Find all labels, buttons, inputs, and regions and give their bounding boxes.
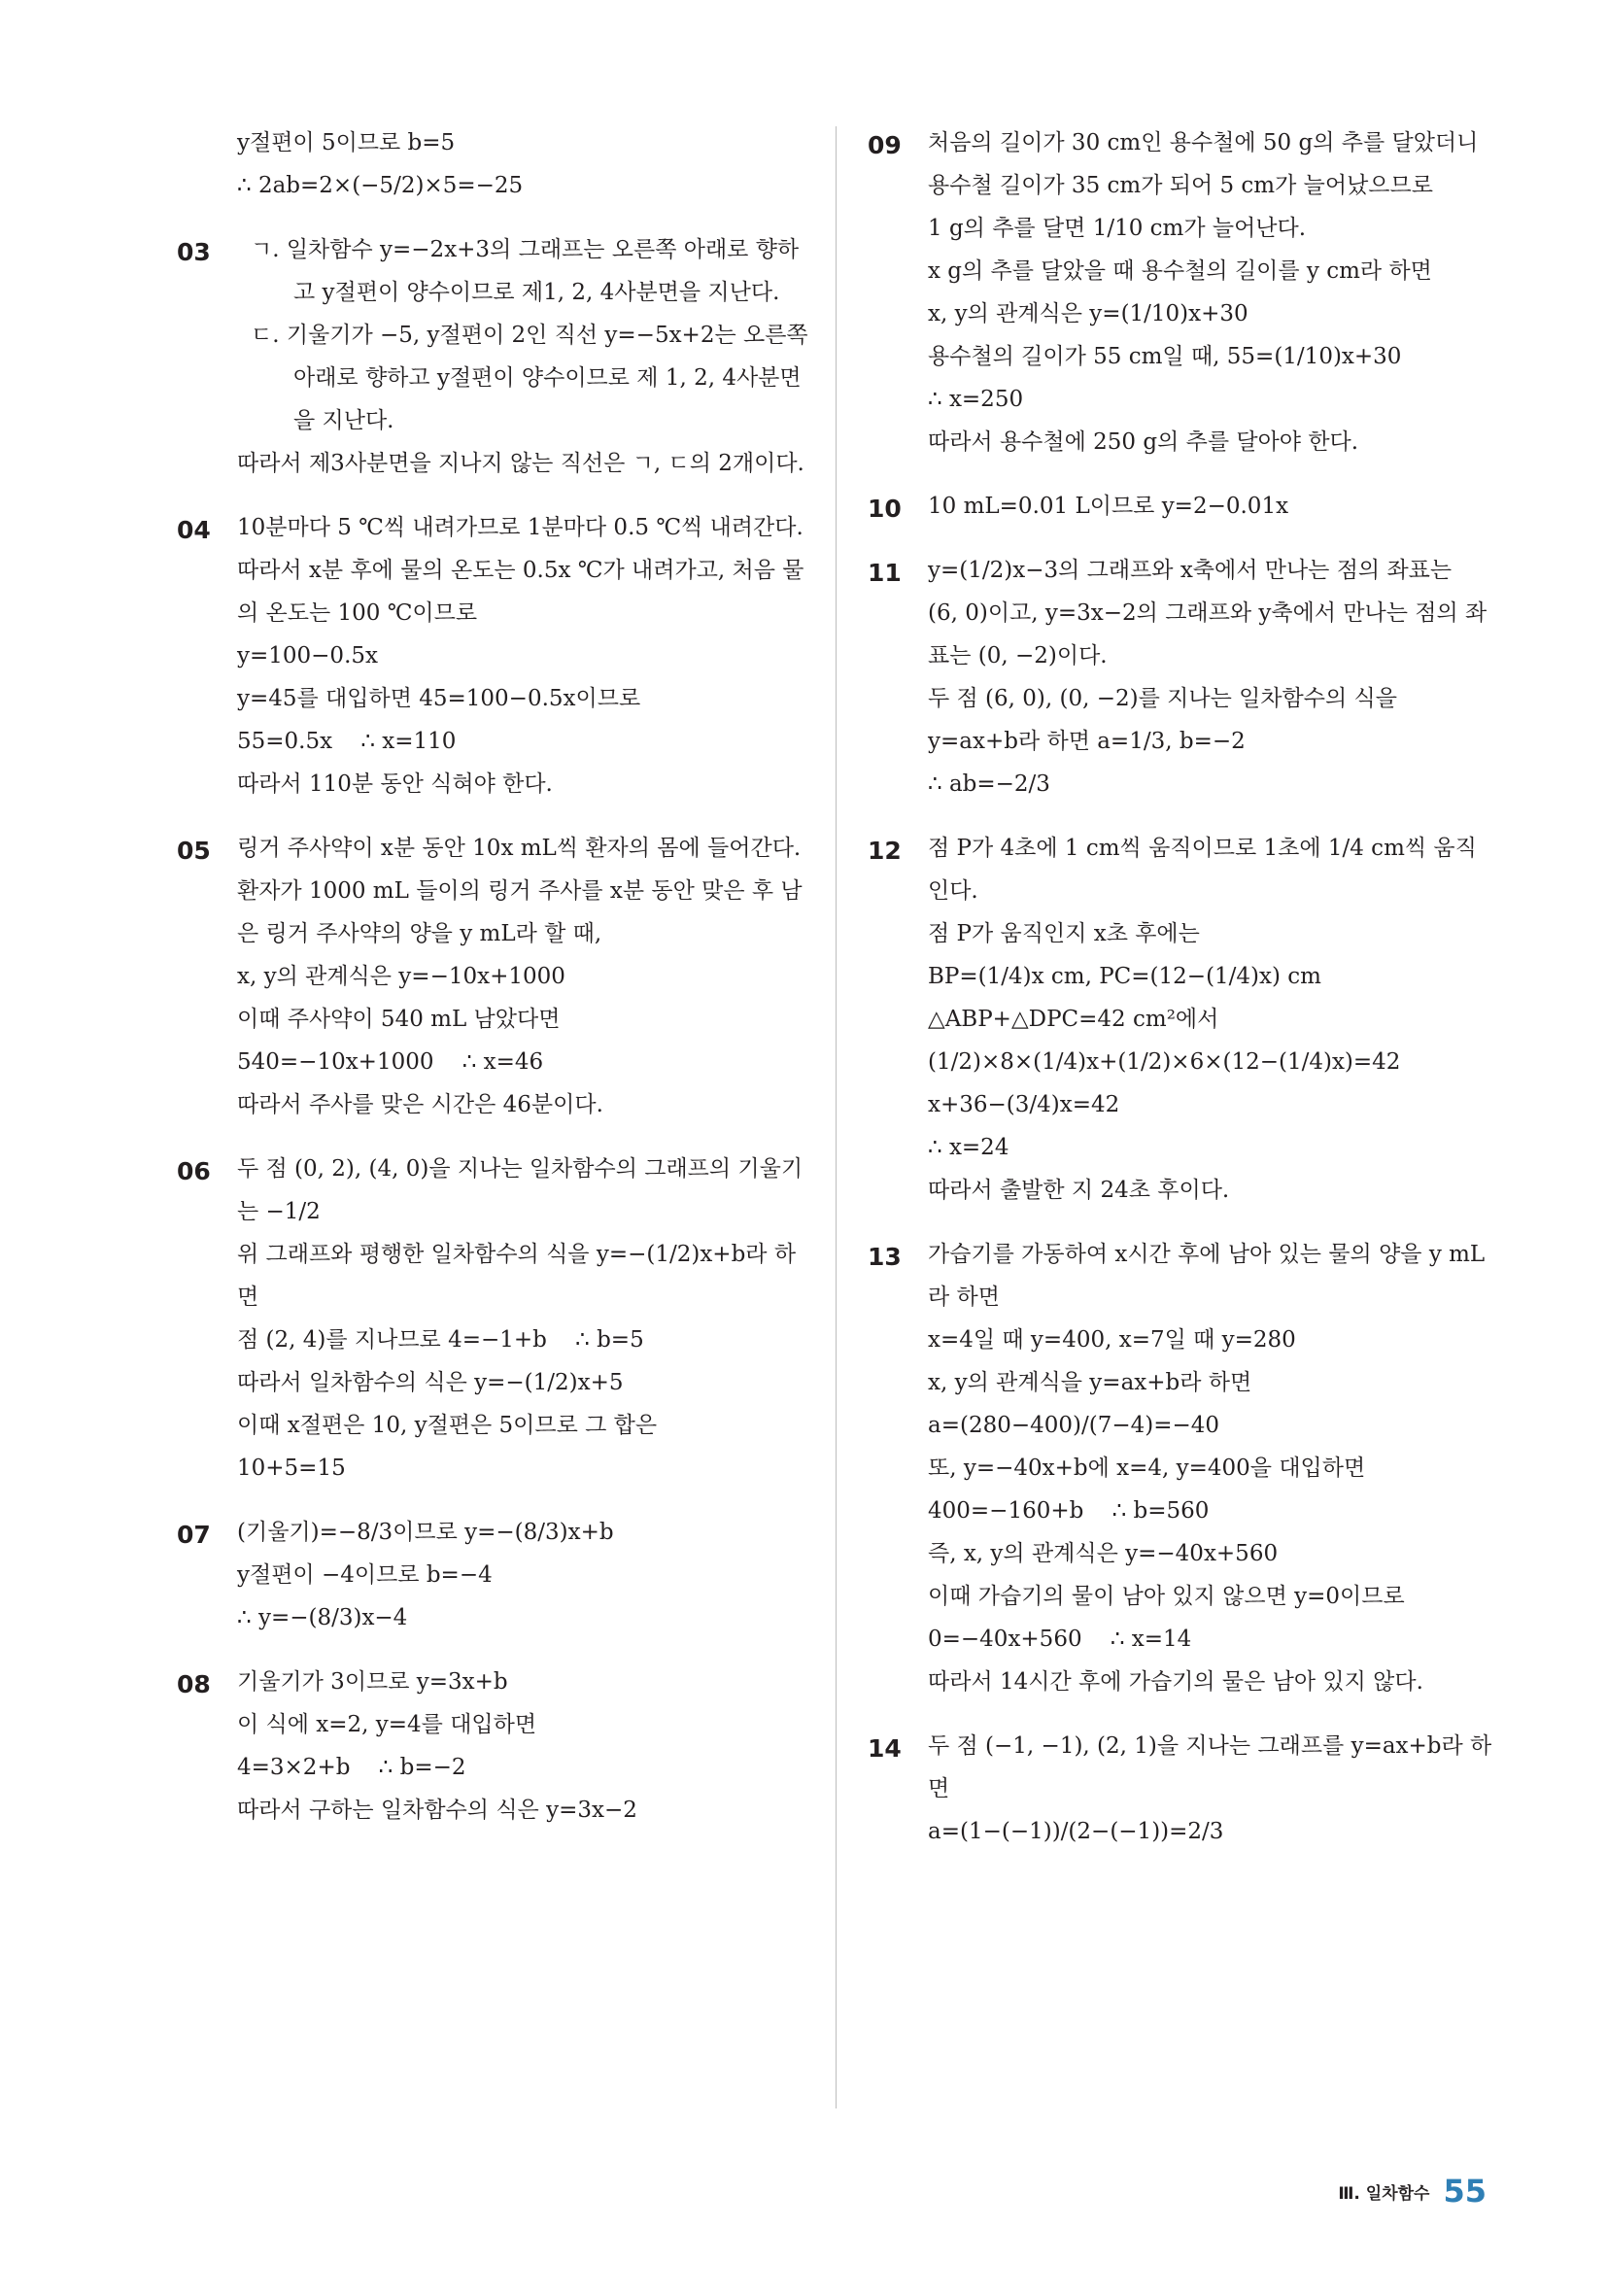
solution-line: 따라서 110분 동안 식혀야 한다. [237,771,553,797]
solution-line: ∴ y=−(8/3)x−4 [237,1605,408,1630]
solution-line: 따라서 용수철에 250 g의 추를 달아야 한다. [928,429,1359,455]
solution-line: ∴ x=24 [928,1135,1009,1160]
problem-number: 10 [868,495,902,523]
column-divider [836,126,837,2108]
solution-line: 따라서 제3사분면을 지나지 않는 직선은 ㄱ, ㄷ의 2개이다. [237,451,804,476]
solution-line: x+36−(3/4)x=42 [928,1092,1120,1117]
problem-11 [868,549,1494,805]
problem-number: 04 [177,516,211,544]
solution-line: (1/2)×8×(1/4)x+(1/2)×6×(12−(1/4)x)=42 [928,1049,1401,1075]
problem-number: 05 [177,837,211,865]
solution-line: 이때 x절편은 10, y절편은 5이므로 그 합은 [237,1413,658,1438]
solution-line: 두 점 (6, 0), (0, −2)를 지나는 일차함수의 식을 [928,686,1397,711]
solution-line: 10 mL=0.01 L이므로 y=2−0.01x [928,494,1289,519]
problem-number: 09 [868,131,902,159]
problem-number: 06 [177,1157,211,1185]
problem-12 [868,827,1494,1212]
solution-line: 가습기를 가동하여 x시간 후에 남아 있는 물의 양을 y mL라 하면 [928,1242,1486,1310]
right-column [868,121,1494,1874]
solution-line: (6, 0)이고, y=3x−2의 그래프와 y축에서 만나는 점의 좌표는 (0, −2)이다. [928,600,1487,668]
solution-line: 이 식에 x=2, y=4를 대입하면 [237,1712,537,1737]
page-number: 55 [1443,2173,1487,2210]
problem-08 [177,1661,808,1832]
solution-line: x, y의 관계식을 y=ax+b라 하면 [928,1370,1252,1395]
solution-line: 10+5=15 [237,1456,346,1481]
solution-line: y절편이 5이므로 b=5 [237,130,456,155]
problem-14 [868,1725,1494,1853]
solution-line: a=(280−400)/(7−4)=−40 [928,1413,1220,1438]
solution-line: 또, y=−40x+b에 x=4, y=400을 대입하면 [928,1456,1366,1481]
solution-line: x, y의 관계식은 y=−10x+1000 [237,964,565,989]
solution-line: 400=−160+b ∴ b=560 [928,1498,1210,1524]
problem-number: 12 [868,837,902,865]
page-footer [1338,2173,1487,2210]
solution-line: 따라서 주사를 맞은 시간은 46분이다. [237,1092,603,1117]
solution-line: y절편이 −4이므로 b=−4 [237,1562,493,1588]
solution-line: 0=−40x+560 ∴ x=14 [928,1627,1192,1652]
problem-number: 13 [868,1243,902,1271]
solution-line: 55=0.5x ∴ x=110 [237,729,457,754]
problem-number: 08 [177,1670,211,1698]
problem-13 [868,1233,1494,1703]
solution-line: 두 점 (0, 2), (4, 0)을 지나는 일차함수의 그래프의 기울기는 −1/2 [237,1156,804,1224]
solution-line: (기울기)=−8/3이므로 y=−(8/3)x+b [237,1520,614,1545]
solution-line: ㄷ. 기울기가 −5, y절편이 2인 직선 y=−5x+2는 오른쪽 아래로 향하고 y절편이 양수이므로 제 1, 2, 4사분면을 지난다. [251,323,808,433]
solution-line: 10분마다 5 ℃씩 내려가므로 1분마다 0.5 ℃씩 내려간다. [237,515,804,540]
problem-05 [177,827,808,1126]
solution-line: x g의 추를 달았을 때 용수철의 길이를 y cm라 하면 [928,258,1432,284]
problem-number: 07 [177,1521,211,1549]
solution-line: 두 점 (−1, −1), (2, 1)을 지나는 그래프를 y=ax+b라 하면 [928,1733,1492,1801]
problem-number: 03 [177,238,211,266]
solution-line: 이때 주사약이 540 mL 남았다면 [237,1007,561,1032]
solution-line: 용수철의 길이가 55 cm일 때, 55=(1/10)x+30 [928,344,1402,369]
solution-line: ∴ 2ab=2×(−5/2)×5=−25 [237,173,524,198]
solution-line: ∴ x=250 [928,387,1024,412]
problem-number: 14 [868,1734,902,1763]
left-column [177,121,808,1853]
solution-line: y=ax+b라 하면 a=1/3, b=−2 [928,729,1246,754]
problem-03 [177,228,808,485]
solution-line: x=4일 때 y=400, x=7일 때 y=280 [928,1327,1296,1353]
solution-line: 따라서 x분 후에 물의 온도는 0.5x ℃가 내려가고, 처음 물의 온도는 100 ℃이므로 [237,558,804,626]
solution-line: 따라서 출발한 지 24초 후이다. [928,1178,1230,1203]
solution-line: 따라서 일차함수의 식은 y=−(1/2)x+5 [237,1370,624,1395]
solution-line: 환자가 1000 mL 들이의 링거 주사를 x분 동안 맞은 후 남은 링거 주사약의 양을 y mL라 할 때, [237,878,803,946]
solution-line: 따라서 14시간 후에 가습기의 물은 남아 있지 않다. [928,1669,1423,1695]
solution-line: 1 g의 추를 달면 1/10 cm가 늘어난다. [928,216,1307,241]
solution-line: 점 P가 4초에 1 cm씩 움직이므로 1초에 1/4 cm씩 움직인다. [928,836,1477,904]
solution-line: △ABP+△DPC=42 cm²에서 [928,1007,1219,1032]
problem-02-continued [177,121,808,207]
unit-title: Ⅲ. 일차함수 [1338,2183,1430,2204]
solution-line: ∴ ab=−2/3 [928,771,1050,797]
solution-line: a=(1−(−1))/(2−(−1))=2/3 [928,1819,1224,1844]
solution-line: 점 (2, 4)를 지나므로 4=−1+b ∴ b=5 [237,1327,644,1353]
solution-line: 링거 주사약이 x분 동안 10x mL씩 환자의 몸에 들어간다. [237,836,802,861]
solution-line: x, y의 관계식은 y=(1/10)x+30 [928,301,1248,326]
problem-07 [177,1511,808,1639]
solution-line: y=45를 대입하면 45=100−0.5x이므로 [237,686,641,711]
solution-line: 이때 가습기의 물이 남아 있지 않으면 y=0이므로 [928,1584,1405,1609]
problem-06 [177,1148,808,1490]
problem-number: 11 [868,559,902,587]
solution-line: 540=−10x+1000 ∴ x=46 [237,1049,544,1075]
problem-10 [868,485,1494,528]
solution-line: 기울기가 3이므로 y=3x+b [237,1669,508,1695]
problem-09 [868,121,1494,463]
solution-line: BP=(1/4)x cm, PC=(12−(1/4)x) cm [928,964,1321,989]
solution-line: ㄱ. 일차함수 y=−2x+3의 그래프는 오른쪽 아래로 향하고 y절편이 양수이므로 제1, 2, 4사분면을 지난다. [251,237,800,305]
solution-line: y=100−0.5x [237,643,378,668]
solution-line: 처음의 길이가 30 cm인 용수철에 50 g의 추를 달았더니 용수철 길이가 35 cm가 되어 5 cm가 늘어났으므로 [928,130,1479,198]
solution-line: 따라서 구하는 일차함수의 식은 y=3x−2 [237,1798,637,1823]
solution-line: y=(1/2)x−3의 그래프와 x축에서 만나는 점의 좌표는 [928,558,1453,583]
problem-04 [177,506,808,805]
solution-line: 즉, x, y의 관계식은 y=−40x+560 [928,1541,1279,1566]
solution-line: 4=3×2+b ∴ b=−2 [237,1755,466,1780]
solution-line: 위 그래프와 평행한 일차함수의 식을 y=−(1/2)x+b라 하면 [237,1242,797,1310]
solution-line: 점 P가 움직인지 x초 후에는 [928,921,1200,946]
